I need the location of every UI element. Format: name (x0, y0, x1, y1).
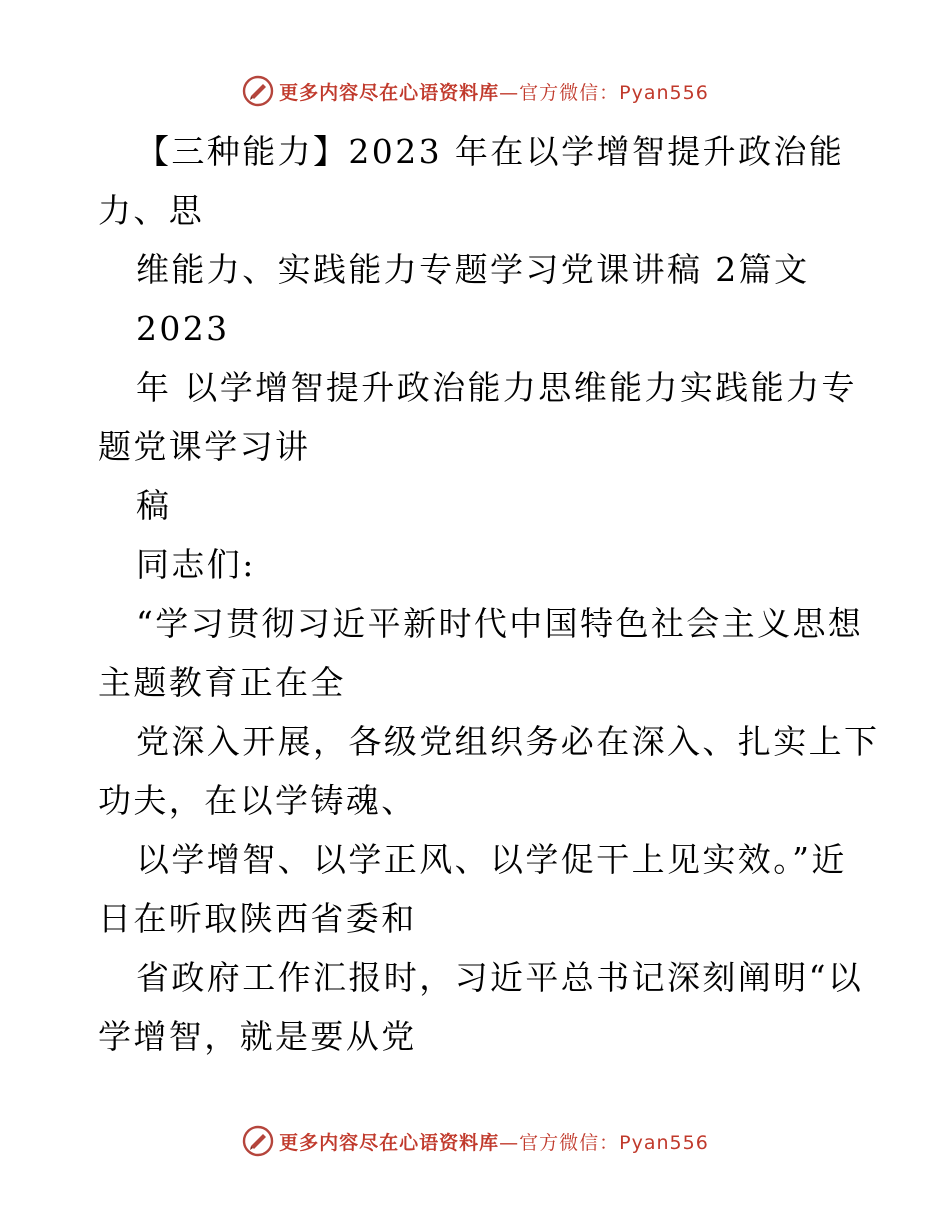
text-line: 日在听取陕西省委和 (98, 899, 417, 938)
text-line: 稿 (136, 486, 172, 525)
text-line: 同志们: (136, 545, 256, 584)
text-line: 题党课学习讲 (98, 427, 311, 466)
watermark-text (279, 78, 709, 105)
watermark-suffix: —官方微信：Pyan556 (499, 1131, 709, 1154)
text-line: 力、思 (98, 191, 205, 230)
watermark-suffix: —官方微信：Pyan556 (499, 81, 709, 104)
document-body (98, 122, 880, 1066)
text-line: 学增智，就是要从党 (98, 1017, 417, 1056)
text-line: 主题教育正在全 (98, 663, 346, 702)
text-line: 2023 (136, 309, 230, 348)
text-line: 维能力、实践能力专题学习党课讲稿 2篇文 (136, 250, 810, 289)
text-line: 以学增智、以学正风、以学促干上见实效。”近 (136, 840, 847, 879)
watermark-brand: 更多内容尽在心语资料库 (279, 81, 500, 104)
logo-icon (241, 74, 275, 108)
text-line: 省政府工作汇报时，习近平总书记深刻阐明“以 (136, 958, 864, 997)
text-line: 【三种能力】2023 年在以学增智提升政治能 (136, 132, 845, 171)
watermark-text (279, 1128, 709, 1155)
watermark-brand: 更多内容尽在心语资料库 (279, 1131, 500, 1154)
header-watermark (0, 74, 950, 108)
text-line: 功夫，在以学铸魂、 (98, 781, 417, 820)
text-line: 党深入开展，各级党组织务必在深入、扎实上下 (136, 722, 880, 761)
logo-icon (241, 1124, 275, 1158)
text-line: “学习贯彻习近平新时代中国特色社会主义思想 (136, 604, 864, 643)
footer-watermark (0, 1124, 950, 1158)
text-line: 年 以学增智提升政治能力思维能力实践能力专 (136, 368, 857, 407)
